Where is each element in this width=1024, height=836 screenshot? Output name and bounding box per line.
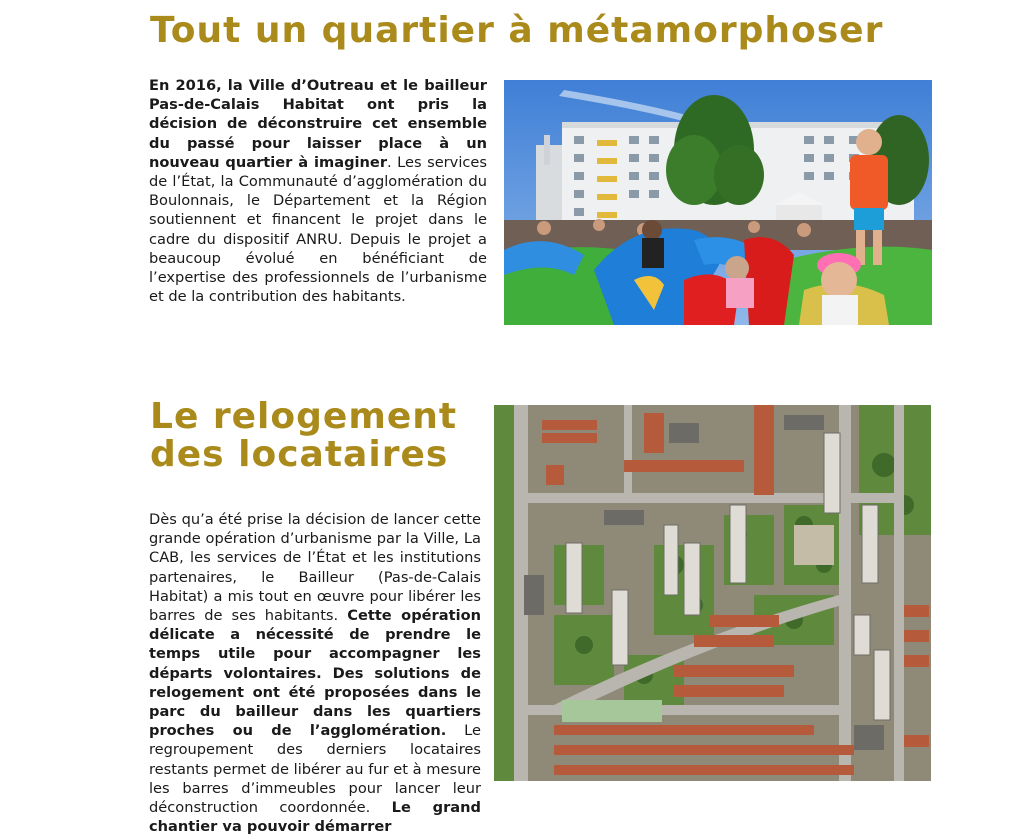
relogement-paragraph [149, 510, 481, 836]
relogement-bold-b: Cette opération délicate a nécessité de prendre le temps utile pour accompagner les départs volontaires. Des solutions de relogement ont été proposées dans le parc du bailleur dans les quartiers proches ou de l’agglomération. [149, 607, 481, 740]
intro-bold-text: En 2016, la Ville d’Outreau et le bailleur Pas-de-Calais Habitat ont pris la décision de déconstruire cet ensemble du passé pour laisser place à un nouveau quartier à imaginer [149, 77, 487, 171]
playground-photo [504, 80, 932, 325]
aerial-view-photo [494, 405, 931, 781]
relogement-text-a: Dès qu’a été prise la décision de lancer cette grande opération d’urbanisme par la Ville, La CAB, les services de l’État et les institutions partenaires, le Bailleur (Pas-de-Calais Habitat) a mis tout en œuvre pour libérer les barres de ses habitants. [149, 511, 481, 625]
relogement-bold-d: Le grand chantier va pouvoir démarrer [149, 799, 481, 836]
intro-paragraph [149, 76, 487, 306]
title-line-2: des locataires [150, 433, 449, 475]
title-line-1: Le relogement [150, 396, 458, 437]
relogement-text-c: Le regroupement des derniers locataires restants permet de libérer au fur et à mesure les barres d’immeubles pour lancer leur déconstruction coordonnée. [149, 722, 482, 817]
section-title-relogement [150, 398, 480, 474]
section-title-metamorphoser: Tout un quartier à métamorphoser [150, 10, 884, 51]
intro-regular-text: . Les services de l’État, la Communauté d’agglomération du Boulonnais, le Département et la Région soutiennent et financent le projet dans le cadre du dispositif ANRU. Depuis le projet a beaucoup évolué en bénéficiant de l’expertise des professionnels de l’urbanisme et de la contribution des habitants. [149, 153, 487, 306]
